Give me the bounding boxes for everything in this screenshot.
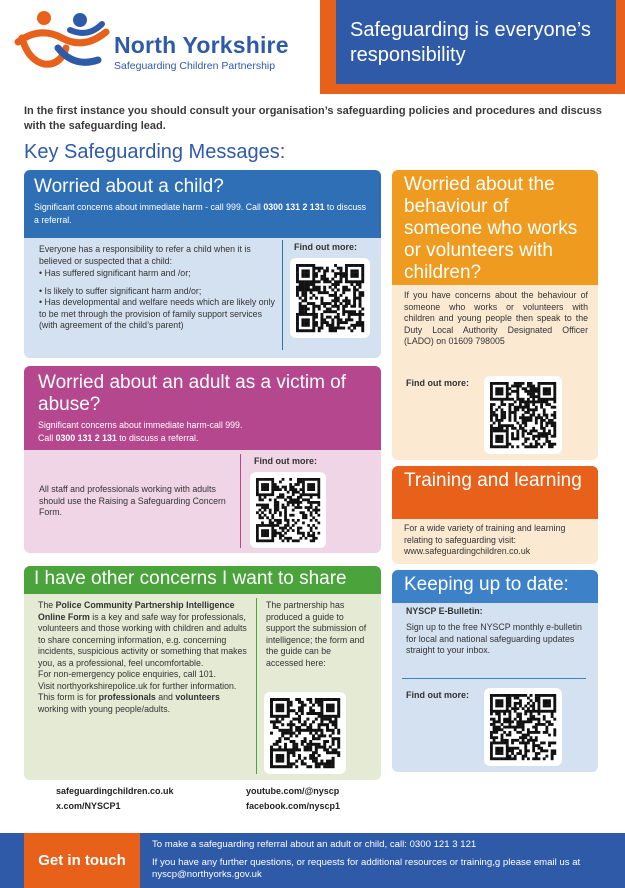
qr-code[interactable]: [484, 376, 562, 454]
behaviour-find-label: Find out more:: [406, 378, 469, 388]
training-card-title: Training and learning: [404, 470, 582, 491]
footer-line-1: To make a safeguarding referral about an adult or child, call: 0300 121 3 121: [152, 839, 477, 850]
link-x[interactable]: x.com/NYSCP1: [56, 801, 121, 811]
adult-card: [24, 366, 381, 553]
link-web[interactable]: safeguardingchildren.co.uk: [56, 786, 174, 796]
divider: [402, 678, 586, 679]
child-body-text: Everyone has a responsibility to refer a child when it is believed or suspected that a child:: [39, 244, 251, 266]
intro-text: In the first instance you should consult your organisation’s safeguarding policies and procedures and discuss with the safeguarding lead.: [24, 105, 602, 132]
adult-card-title: Worried about an adult as a victim of abuse?: [38, 372, 347, 415]
adult-card-sub: [38, 419, 367, 445]
child-sub-text-2: to discuss a referral.: [34, 202, 367, 225]
child-card: [24, 170, 381, 358]
child-body: [39, 244, 279, 332]
qr-code[interactable]: [290, 258, 370, 338]
behaviour-body: If you have concerns about the behaviour of someone who works or volunteers with children and young people then speak to the Duty Local Authority Designated Officer (LADO) on 01609 798005: [404, 290, 588, 346]
other-p2: For non-emergency police enquiries, call 101.: [38, 669, 216, 679]
other-p4-c: and: [155, 692, 176, 702]
child-sub-text: Significant concerns about immediate harm - call 999. Call: [34, 202, 264, 212]
other-p4: [38, 692, 252, 715]
keeping-card-header: [392, 570, 598, 603]
people-icon: [14, 8, 110, 74]
adult-sub-call: Call: [38, 433, 56, 443]
link-youtube[interactable]: youtube.com/@nyscp: [246, 786, 340, 796]
keeping-sub: NYSCP E-Bulletin:: [406, 606, 483, 616]
other-p4-a: This form is for: [38, 692, 99, 702]
other-p1: [38, 600, 252, 669]
header-banner-text: Safeguarding is everyone’s responsibility: [336, 0, 616, 84]
adult-body: All staff and professionals working with adults should use the Raising a Safeguarding Concern Form.: [39, 484, 226, 517]
list-item: • Has developmental and welfare needs which are likely only to be met through the provision of family support services (with agreement of the child’s parent): [39, 297, 275, 330]
adult-sub-line-2: [38, 432, 367, 445]
adult-phone: 0300 131 2 131: [55, 433, 117, 443]
footer: [0, 833, 625, 888]
adult-sub-text-2: to discuss a referral.: [116, 433, 199, 443]
child-phone: 0300 131 2 131: [263, 202, 325, 212]
page-title: Key Safeguarding Messages:: [24, 141, 286, 163]
divider: [240, 454, 241, 548]
keeping-card: [392, 570, 598, 772]
other-p1-bold: Police Community Partnership Intelligence Online Form: [38, 600, 235, 622]
child-card-title: Worried about a child?: [34, 176, 224, 197]
logo-subtitle: Safeguarding Children Partnership: [114, 60, 276, 72]
child-card-header: [24, 170, 381, 238]
training-card: [392, 466, 598, 564]
footer-label: Get in touch: [24, 833, 140, 888]
training-card-header: [392, 466, 598, 519]
logo: [14, 8, 314, 78]
keeping-find-label: Find out more:: [406, 690, 469, 700]
list-item: • Has suffered significant harm and /or;: [39, 268, 191, 278]
keeping-card-title: Keeping up to date:: [404, 574, 569, 595]
other-p4-bold-2: volunteers: [175, 692, 220, 702]
other-body: [38, 600, 252, 715]
other-p3: Visit northyorkshirepolice.uk for further information.: [38, 680, 237, 691]
footer-line-2: If you have any further questions, or requests for additional resources or training,g please email us at nyscp@northyorks.gov.uk: [152, 857, 581, 880]
child-card-sub: [34, 201, 371, 227]
behaviour-card: [392, 170, 598, 460]
other-p1-b: is a key and safe way for professionals, volunteers and those working with children and adults to share concerning information, e.g. concerning incidents, suspicious activity or something that makes you, as a professional, feel uncomfortable.: [38, 611, 247, 668]
divider: [256, 598, 257, 774]
adult-find-label: Find out more:: [254, 456, 317, 466]
other-right-text: The partnership has produced a guide to support the submission of intelligence; the form and the guide can be accessed here:: [266, 600, 367, 668]
other-card-header: [24, 566, 381, 594]
qr-code[interactable]: [250, 472, 326, 548]
other-p1-a: The: [38, 600, 56, 610]
logo-title: North Yorkshire: [114, 32, 289, 58]
adult-card-header: [24, 366, 381, 450]
adult-sub-text: Significant concerns about immediate harm-call 999.: [38, 420, 243, 430]
other-card: [24, 566, 381, 780]
keeping-body: Sign up to the free NYSCP monthly e-bulletin for local and national safeguarding updates straight to your inbox.: [406, 622, 582, 655]
footer-text: [152, 839, 617, 881]
behaviour-card-title: Worried about the behaviour of someone who works or volunteers with children?: [404, 174, 578, 283]
other-card-title: I have other concerns I want to share: [34, 568, 347, 589]
link-facebook[interactable]: facebook.com/nyscp1: [246, 801, 341, 811]
training-body: For a wide variety of training and learning relating to safeguarding visit: www.safeguardingchildren.co.uk: [404, 523, 566, 556]
divider: [282, 240, 283, 350]
header-banner: [320, 0, 625, 94]
behaviour-card-header: [392, 170, 598, 285]
child-find-label: Find out more:: [294, 242, 357, 252]
list-item: • Is likely to suffer significant harm and/or;: [39, 285, 202, 296]
qr-code[interactable]: [484, 688, 562, 766]
other-p4-d: working with young people/adults.: [38, 703, 171, 714]
other-p4-bold-1: professionals: [98, 692, 156, 702]
qr-code[interactable]: [264, 692, 346, 774]
